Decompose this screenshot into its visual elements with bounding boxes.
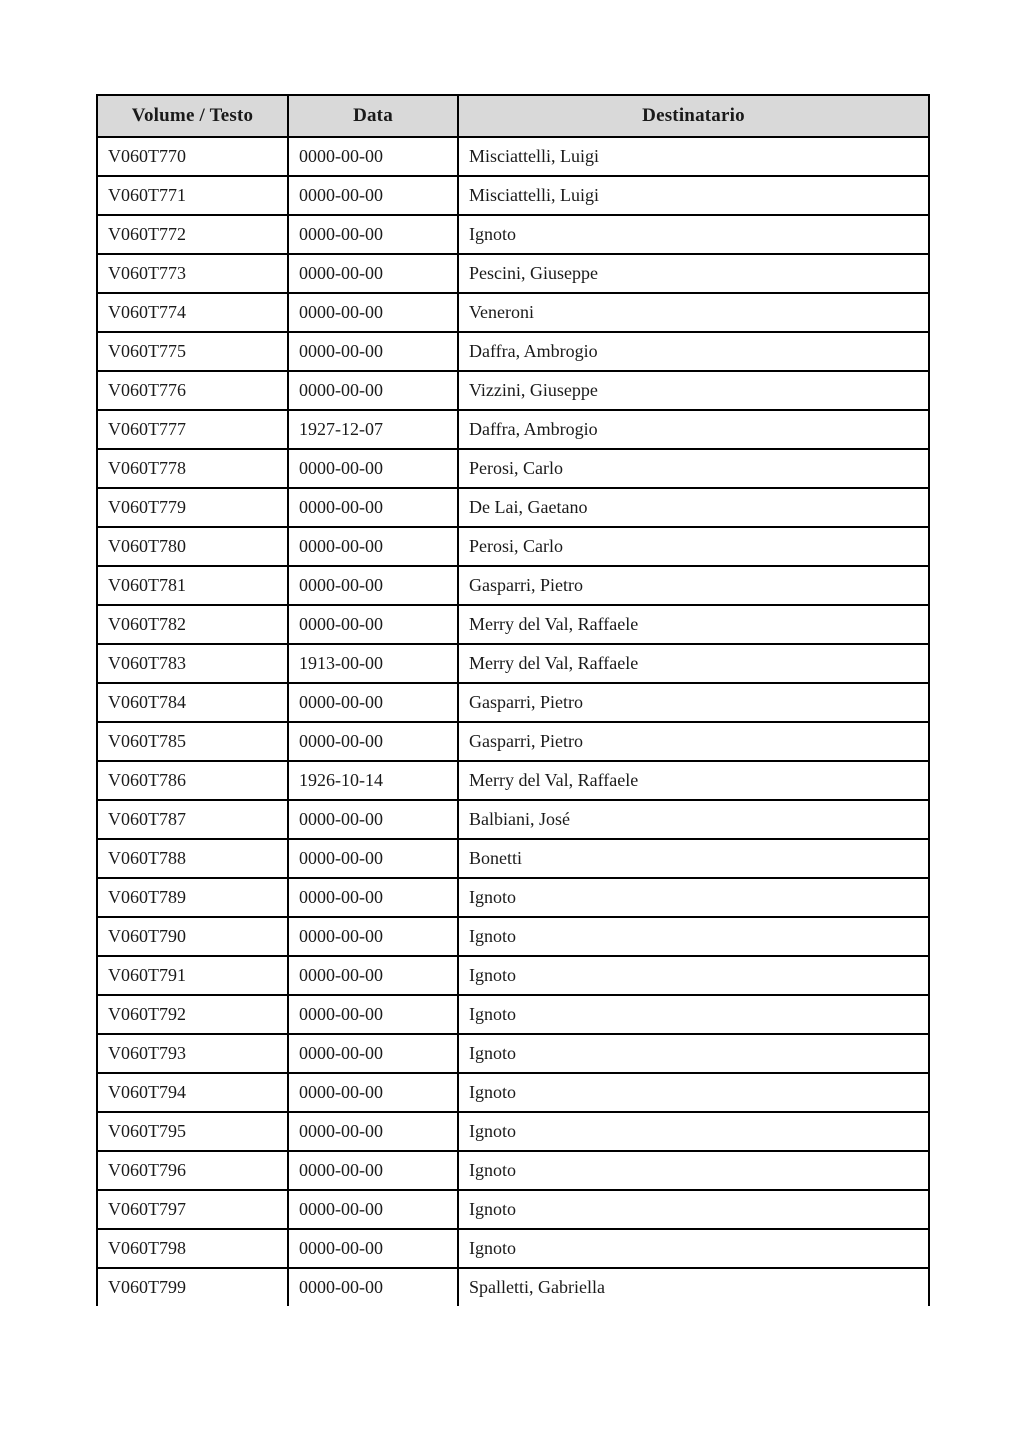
table-row xyxy=(97,332,929,371)
cell-destinatario: Ignoto xyxy=(458,995,929,1034)
cell-destinatario: Veneroni xyxy=(458,293,929,332)
cell-data: 0000-00-00 xyxy=(288,371,458,410)
cell-data: 1926-10-14 xyxy=(288,761,458,800)
table-row xyxy=(97,566,929,605)
cell-data: 0000-00-00 xyxy=(288,917,458,956)
cell-volume-testo: V060T790 xyxy=(97,917,288,956)
table-row xyxy=(97,761,929,800)
cell-volume-testo: V060T780 xyxy=(97,527,288,566)
cell-data: 0000-00-00 xyxy=(288,1190,458,1229)
cell-destinatario: Bonetti xyxy=(458,839,929,878)
cell-data: 0000-00-00 xyxy=(288,878,458,917)
cell-data: 0000-00-00 xyxy=(288,215,458,254)
table-row xyxy=(97,176,929,215)
cell-data: 0000-00-00 xyxy=(288,254,458,293)
column-header-volume-testo: Volume / Testo xyxy=(97,95,288,137)
table-row xyxy=(97,488,929,527)
cell-volume-testo: V060T784 xyxy=(97,683,288,722)
cell-data: 0000-00-00 xyxy=(288,722,458,761)
cell-destinatario: Perosi, Carlo xyxy=(458,527,929,566)
table-row xyxy=(97,1151,929,1190)
cell-data: 1927-12-07 xyxy=(288,410,458,449)
cell-volume-testo: V060T793 xyxy=(97,1034,288,1073)
cell-destinatario: Gasparri, Pietro xyxy=(458,683,929,722)
cell-volume-testo: V060T783 xyxy=(97,644,288,683)
table-row xyxy=(97,254,929,293)
cell-data: 0000-00-00 xyxy=(288,137,458,176)
cell-destinatario: Gasparri, Pietro xyxy=(458,722,929,761)
cell-volume-testo: V060T772 xyxy=(97,215,288,254)
cell-data: 0000-00-00 xyxy=(288,683,458,722)
cell-volume-testo: V060T774 xyxy=(97,293,288,332)
table-row xyxy=(97,371,929,410)
cell-destinatario: Perosi, Carlo xyxy=(458,449,929,488)
cell-volume-testo: V060T789 xyxy=(97,878,288,917)
table-body xyxy=(97,137,929,1306)
cell-data: 0000-00-00 xyxy=(288,1151,458,1190)
cell-destinatario: Balbiani, José xyxy=(458,800,929,839)
table-row xyxy=(97,839,929,878)
table-row xyxy=(97,878,929,917)
cell-destinatario: Ignoto xyxy=(458,1034,929,1073)
table-row xyxy=(97,527,929,566)
cell-volume-testo: V060T786 xyxy=(97,761,288,800)
cell-volume-testo: V060T798 xyxy=(97,1229,288,1268)
cell-volume-testo: V060T797 xyxy=(97,1190,288,1229)
cell-volume-testo: V060T785 xyxy=(97,722,288,761)
cell-destinatario: Merry del Val, Raffaele xyxy=(458,644,929,683)
cell-data: 0000-00-00 xyxy=(288,449,458,488)
volume-registry-table xyxy=(96,94,930,1306)
cell-data: 0000-00-00 xyxy=(288,1034,458,1073)
table-row xyxy=(97,605,929,644)
cell-destinatario: Ignoto xyxy=(458,1229,929,1268)
cell-data: 0000-00-00 xyxy=(288,332,458,371)
cell-volume-testo: V060T773 xyxy=(97,254,288,293)
cell-data: 0000-00-00 xyxy=(288,956,458,995)
cell-destinatario: Ignoto xyxy=(458,1112,929,1151)
cell-destinatario: Ignoto xyxy=(458,1073,929,1112)
cell-data: 0000-00-00 xyxy=(288,800,458,839)
table-row xyxy=(97,683,929,722)
cell-volume-testo: V060T795 xyxy=(97,1112,288,1151)
table-row xyxy=(97,449,929,488)
cell-data: 0000-00-00 xyxy=(288,995,458,1034)
cell-volume-testo: V060T787 xyxy=(97,800,288,839)
table-header-row xyxy=(97,95,929,137)
column-header-data: Data xyxy=(288,95,458,137)
cell-data: 0000-00-00 xyxy=(288,1229,458,1268)
table-row xyxy=(97,917,929,956)
table-row xyxy=(97,137,929,176)
cell-destinatario: De Lai, Gaetano xyxy=(458,488,929,527)
table-row xyxy=(97,410,929,449)
cell-volume-testo: V060T796 xyxy=(97,1151,288,1190)
cell-destinatario: Ignoto xyxy=(458,956,929,995)
table-row xyxy=(97,1190,929,1229)
cell-volume-testo: V060T799 xyxy=(97,1268,288,1306)
cell-volume-testo: V060T782 xyxy=(97,605,288,644)
table-row xyxy=(97,956,929,995)
cell-volume-testo: V060T791 xyxy=(97,956,288,995)
cell-volume-testo: V060T792 xyxy=(97,995,288,1034)
cell-data: 0000-00-00 xyxy=(288,488,458,527)
cell-destinatario: Gasparri, Pietro xyxy=(458,566,929,605)
cell-destinatario: Misciattelli, Luigi xyxy=(458,176,929,215)
cell-volume-testo: V060T794 xyxy=(97,1073,288,1112)
table-row xyxy=(97,1229,929,1268)
cell-volume-testo: V060T778 xyxy=(97,449,288,488)
cell-volume-testo: V060T781 xyxy=(97,566,288,605)
cell-data: 0000-00-00 xyxy=(288,1073,458,1112)
table-row xyxy=(97,1112,929,1151)
table-row xyxy=(97,800,929,839)
cell-volume-testo: V060T777 xyxy=(97,410,288,449)
cell-data: 0000-00-00 xyxy=(288,176,458,215)
cell-data: 1913-00-00 xyxy=(288,644,458,683)
table-row xyxy=(97,722,929,761)
cell-data: 0000-00-00 xyxy=(288,1268,458,1306)
cell-data: 0000-00-00 xyxy=(288,605,458,644)
column-header-destinatario: Destinatario xyxy=(458,95,929,137)
table-row xyxy=(97,995,929,1034)
cell-data: 0000-00-00 xyxy=(288,566,458,605)
cell-volume-testo: V060T788 xyxy=(97,839,288,878)
cell-volume-testo: V060T771 xyxy=(97,176,288,215)
cell-destinatario: Merry del Val, Raffaele xyxy=(458,605,929,644)
cell-data: 0000-00-00 xyxy=(288,293,458,332)
table-row xyxy=(97,1268,929,1306)
cell-destinatario: Ignoto xyxy=(458,1151,929,1190)
cell-volume-testo: V060T776 xyxy=(97,371,288,410)
cell-destinatario: Vizzini, Giuseppe xyxy=(458,371,929,410)
table-row xyxy=(97,644,929,683)
cell-destinatario: Ignoto xyxy=(458,878,929,917)
cell-data: 0000-00-00 xyxy=(288,1112,458,1151)
cell-destinatario: Misciattelli, Luigi xyxy=(458,137,929,176)
cell-volume-testo: V060T779 xyxy=(97,488,288,527)
cell-data: 0000-00-00 xyxy=(288,527,458,566)
table-row xyxy=(97,293,929,332)
cell-destinatario: Spalletti, Gabriella xyxy=(458,1268,929,1306)
cell-destinatario: Daffra, Ambrogio xyxy=(458,410,929,449)
table-header xyxy=(97,95,929,137)
cell-destinatario: Merry del Val, Raffaele xyxy=(458,761,929,800)
cell-volume-testo: V060T775 xyxy=(97,332,288,371)
table-row xyxy=(97,215,929,254)
cell-volume-testo: V060T770 xyxy=(97,137,288,176)
cell-destinatario: Pescini, Giuseppe xyxy=(458,254,929,293)
cell-destinatario: Ignoto xyxy=(458,1190,929,1229)
cell-data: 0000-00-00 xyxy=(288,839,458,878)
table-row xyxy=(97,1034,929,1073)
table-row xyxy=(97,1073,929,1112)
cell-destinatario: Daffra, Ambrogio xyxy=(458,332,929,371)
cell-destinatario: Ignoto xyxy=(458,917,929,956)
cell-destinatario: Ignoto xyxy=(458,215,929,254)
